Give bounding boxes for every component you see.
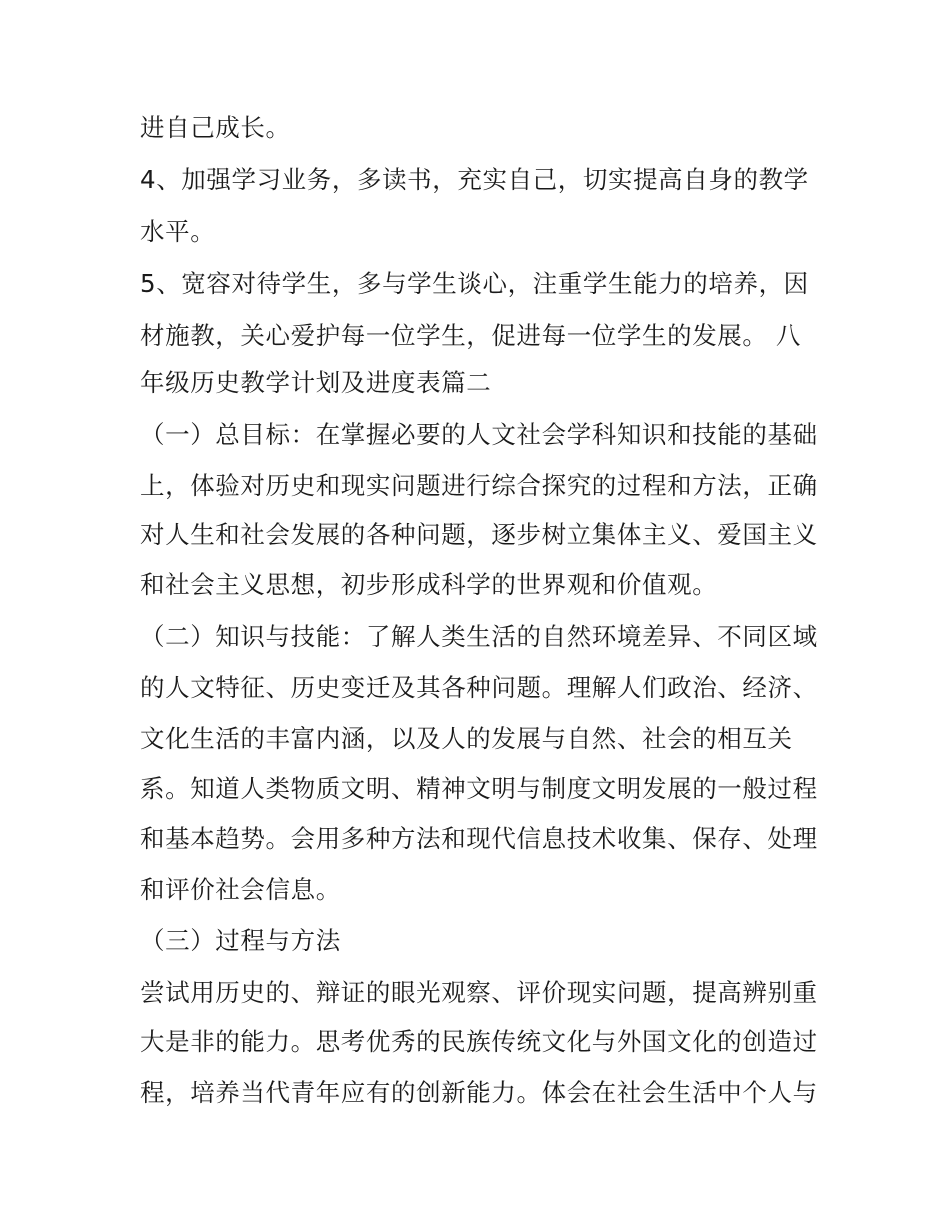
- text-line: 的人文特征、历史变迁及其各种问题。理解人们政治、经济、: [140, 673, 818, 702]
- text-line: 大是非的能力。思考优秀的民族传统文化与外国文化的创造过: [140, 1027, 818, 1056]
- text-line: （一）总目标：在掌握必要的人文社会学科知识和技能的基础: [140, 420, 818, 449]
- text-line: 程，培养当代青年应有的创新能力。体会在社会生活中个人与: [140, 1078, 818, 1107]
- text-line: 系。知道人类物质文明、精神文明与制度文明发展的一般过程: [140, 774, 818, 803]
- text-line: 进自己成长。: [140, 113, 291, 142]
- text-line: （三）过程与方法: [140, 926, 341, 955]
- text-line: 年级历史教学计划及进度表篇二: [140, 368, 492, 397]
- text-line: 水平。: [140, 217, 216, 246]
- text-line: 尝试用历史的、辩证的眼光观察、评价现实问题，提高辨别重: [140, 978, 818, 1007]
- text-line: 对人生和社会发展的各种问题，逐步树立集体主义、爱国主义: [140, 520, 818, 549]
- text-line: 上，体验对历史和现实问题进行综合探究的过程和方法，正确: [140, 471, 818, 500]
- text-line: 和社会主义思想，初步形成科学的世界观和价值观。: [140, 570, 718, 599]
- text-line: （二）知识与技能：了解人类生活的自然环境差异、不同区域: [140, 622, 818, 651]
- text-line: 4、加强学习业务，多读书，充实自己，切实提高自身的教学: [140, 165, 809, 194]
- text-line: 文化生活的丰富内涵，以及人的发展与自然、社会的相互关: [140, 724, 793, 753]
- text-line: 和基本趋势。会用多种方法和现代信息技术收集、保存、处理: [140, 824, 818, 853]
- text-line: 5、宽容对待学生，多与学生谈心，注重学生能力的培养，因: [140, 269, 809, 298]
- text-line: 和评价社会信息。: [140, 875, 341, 904]
- text-line: 材施教，关心爱护每一位学生，促进每一位学生的发展。 八: [140, 321, 801, 350]
